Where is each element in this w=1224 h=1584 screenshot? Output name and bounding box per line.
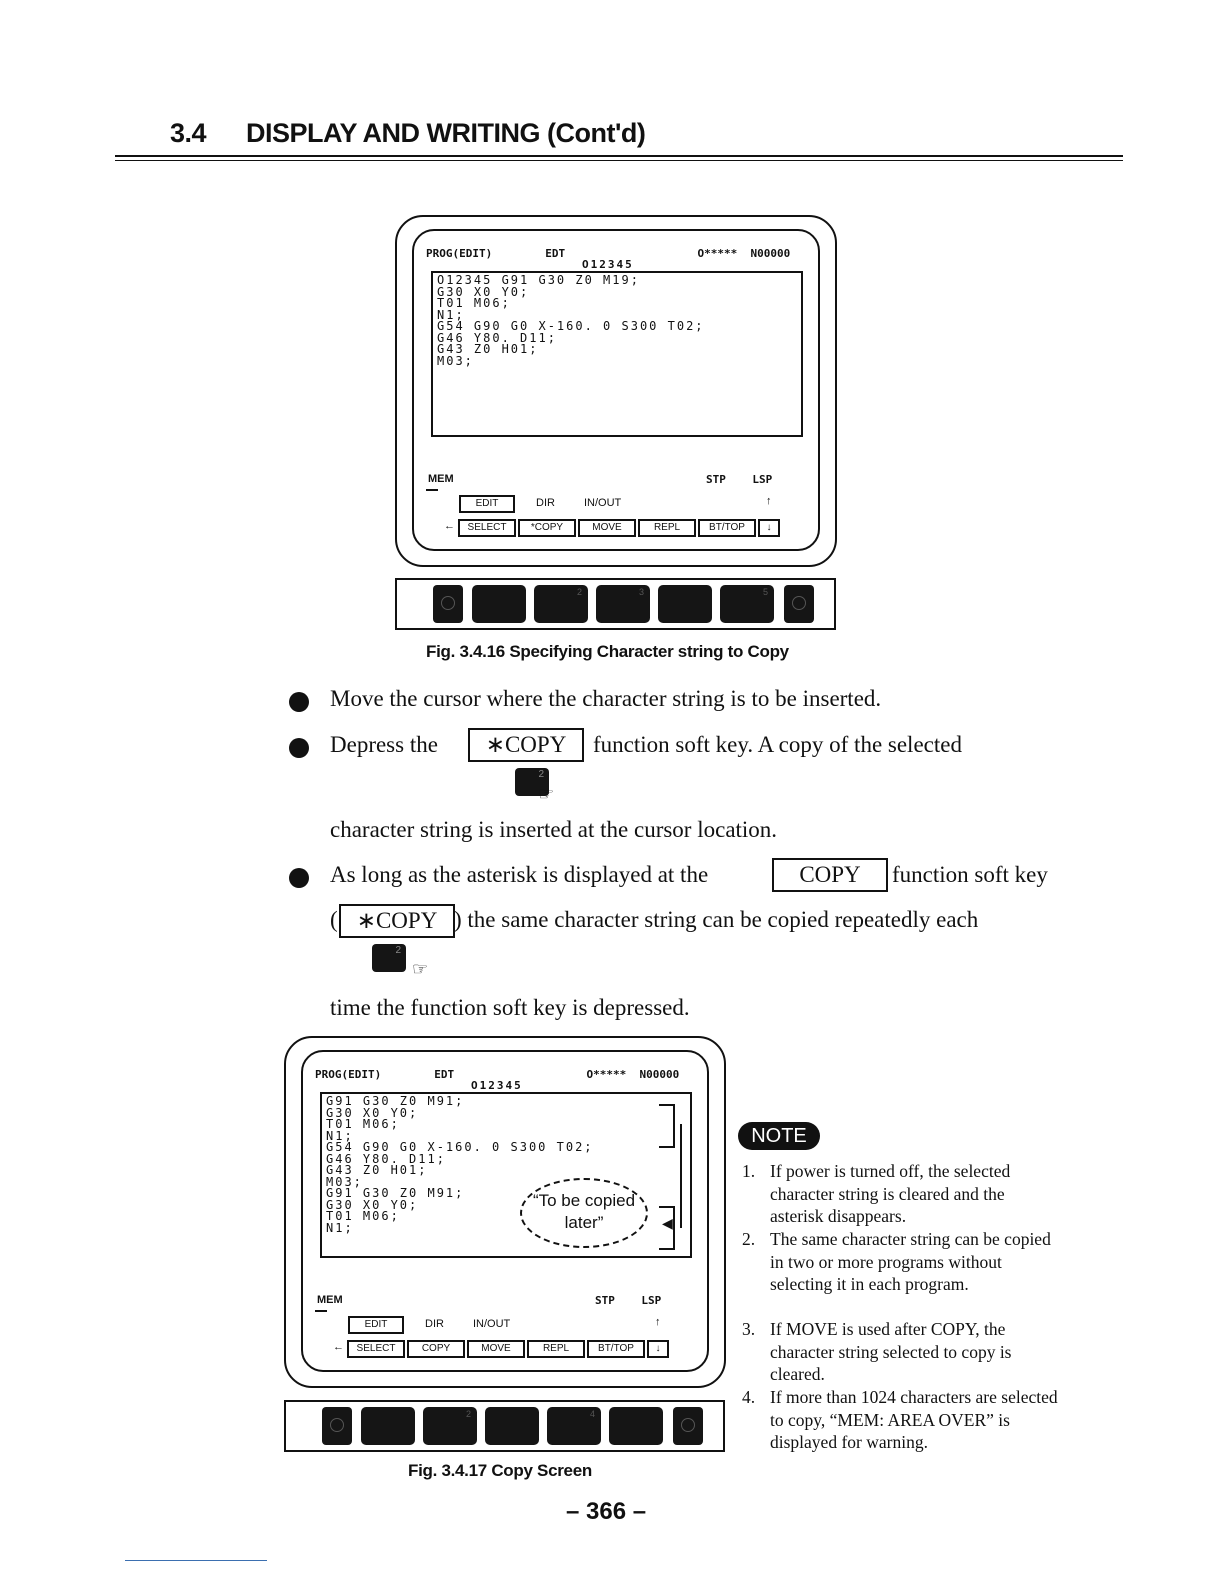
callout-cloud — [520, 1178, 648, 1248]
note-text: The same character string can be copied in two or more programs without selecting it in each program. — [770, 1229, 1051, 1294]
note-item — [742, 1160, 1062, 1228]
cursor-mark — [315, 1310, 327, 1312]
softkey-repl[interactable]: REPL — [638, 519, 696, 537]
program-line: G43 Z0 H01; — [326, 1163, 428, 1177]
note-text: If more than 1024 characters are selected to copy, “MEM: AREA OVER” is displayed for warning. — [770, 1387, 1058, 1452]
program-line: N1; — [326, 1220, 354, 1235]
up-arrow-icon: ↑ — [655, 1316, 661, 1328]
program-line: G91 G30 Z0 M91; — [326, 1094, 465, 1108]
note-item — [742, 1228, 1062, 1296]
menu-in-out[interactable]: IN/OUT — [584, 497, 622, 509]
up-arrow-icon: ↑ — [766, 495, 772, 507]
program-listing — [431, 271, 803, 437]
menu-in-out[interactable]: IN/OUT — [473, 1318, 511, 1330]
section-heading — [170, 118, 645, 149]
function-key-5[interactable]: 5 — [720, 585, 774, 623]
note-text: If power is turned off, the selected character string is cleared and the asterisk disappears. — [770, 1161, 1011, 1226]
note-index: 1. — [742, 1161, 756, 1181]
soft-key-panel — [284, 1400, 725, 1452]
next-key[interactable] — [673, 1407, 703, 1445]
step-6-marker — [289, 738, 309, 758]
header-rule — [115, 160, 1123, 161]
program-line: O12345 G91 G30 Z0 M19; — [437, 273, 640, 287]
step-7-before: As long as the asterisk is displayed at the — [330, 862, 709, 887]
program-line: T01 M06; — [437, 296, 511, 310]
section-number: 3.4 — [170, 118, 207, 148]
program-line: M03; — [437, 353, 474, 368]
figure-caption: Fig. 3.4.16 Specifying Character string to Copy — [426, 642, 789, 661]
softkey-repl[interactable]: REPL — [527, 1340, 585, 1358]
note-index: 3. — [742, 1319, 756, 1339]
step-6-after: function soft key. A copy of the selected — [593, 732, 962, 757]
function-key-4[interactable] — [658, 585, 712, 623]
star-copy-softkey-label: ∗COPY — [339, 904, 455, 938]
softkey-copy[interactable]: *COPY — [518, 519, 576, 537]
crt-monitor — [395, 215, 837, 567]
program-line: T01 M06; — [326, 1209, 400, 1223]
function-key-4[interactable]: 4 — [547, 1407, 601, 1445]
program-line: G30 X0 Y0; — [326, 1197, 419, 1212]
softkey-bt-top[interactable]: BT/TOP — [698, 519, 756, 537]
step-6-before: Depress the — [330, 732, 438, 757]
next-key[interactable] — [784, 585, 814, 623]
note-item — [742, 1386, 1062, 1454]
step-5-text: Move the cursor where the character string is to be inserted. — [330, 686, 882, 711]
screen-title: PROG(EDIT) EDT O***** N00000 — [426, 247, 791, 260]
arrow-icon: ◀ — [662, 1217, 673, 1232]
mode-indicator: MEM — [428, 473, 454, 485]
function-key-2[interactable]: 2 — [423, 1407, 477, 1445]
callout-text: “To be copied later” — [532, 1191, 636, 1232]
program-line: T01 M06; — [326, 1117, 400, 1131]
program-listing — [320, 1092, 692, 1258]
step-6-continued: character string is inserted at the cursor location. — [330, 817, 778, 842]
softkey-select[interactable]: SELECT — [458, 519, 516, 537]
function-key-5[interactable] — [609, 1407, 663, 1445]
softkey-select[interactable]: SELECT — [347, 1340, 405, 1358]
return-key[interactable] — [322, 1407, 352, 1445]
open-paren: ( — [330, 907, 338, 932]
step-5-marker — [289, 692, 309, 712]
status-indicator: STP LSP — [706, 473, 773, 486]
softkey-bt-top[interactable]: BT/TOP — [587, 1340, 645, 1358]
crt-monitor — [284, 1036, 726, 1388]
note-index: 4. — [742, 1387, 756, 1407]
function-key-1[interactable] — [472, 585, 526, 623]
program-line: N1; — [437, 307, 465, 322]
program-line: G54 G90 G0 X-160. 0 S300 T02; — [437, 319, 705, 333]
softkey-edit[interactable]: EDIT — [459, 495, 515, 513]
step-7-marker — [289, 868, 309, 888]
copy-softkey-label: COPY — [772, 858, 888, 892]
softkey-move[interactable]: MOVE — [578, 519, 636, 537]
note-item — [742, 1318, 1062, 1386]
status-indicator: STP LSP — [595, 1294, 662, 1307]
program-line: M03; — [326, 1174, 363, 1189]
note-index: 2. — [742, 1229, 756, 1249]
softkey-down-arrow[interactable]: ↓ — [758, 519, 780, 537]
program-line: G46 Y80. D11; — [326, 1151, 446, 1166]
program-line: G30 X0 Y0; — [326, 1105, 419, 1120]
copy-softkey-label: ∗COPY — [468, 728, 584, 762]
header-rule — [115, 155, 1123, 157]
program-line: G43 Z0 H01; — [437, 342, 539, 356]
program-line: G30 X0 Y0; — [437, 284, 530, 299]
soft-key-panel — [395, 578, 836, 630]
figure-caption: Fig. 3.4.17 Copy Screen — [408, 1461, 592, 1480]
softkey-copy[interactable]: COPY — [407, 1340, 465, 1358]
program-number: O12345 — [471, 1079, 523, 1092]
function-key-1[interactable] — [361, 1407, 415, 1445]
left-arrow-icon: ← — [333, 1341, 344, 1353]
footer-rule — [125, 1560, 267, 1561]
left-arrow-icon: ← — [444, 520, 455, 532]
hand-pointer-icon: ☞ — [412, 959, 429, 979]
screen-title: PROG(EDIT) EDT O***** N00000 — [315, 1068, 680, 1081]
menu-dir[interactable]: DIR — [425, 1318, 444, 1330]
menu-dir[interactable]: DIR — [536, 497, 555, 509]
hand-pointer-icon: ☞ — [538, 784, 555, 804]
step-7-after2: ) the same character string can be copied repeatedly each — [454, 907, 979, 932]
program-line: G46 Y80. D11; — [437, 330, 557, 345]
selection-bracket — [659, 1104, 675, 1148]
crt-screen — [301, 1050, 709, 1372]
step-7-continued: time the function soft key is depressed. — [330, 995, 690, 1020]
step-7-after: function soft key — [892, 862, 1048, 887]
connector-line — [680, 1124, 682, 1228]
soft-key-2-icon: 2 — [372, 944, 406, 972]
program-line: G91 G30 Z0 M91; — [326, 1186, 465, 1200]
program-line: G54 G90 G0 X-160. 0 S300 T02; — [326, 1140, 594, 1154]
return-key[interactable] — [433, 585, 463, 623]
program-number: O12345 — [582, 258, 634, 271]
cursor-mark — [426, 489, 438, 491]
softkey-edit[interactable]: EDIT — [348, 1316, 404, 1334]
mode-indicator: MEM — [317, 1294, 343, 1306]
note-text: If MOVE is used after COPY, the character string selected to copy is cleared. — [770, 1319, 1012, 1384]
function-key-2[interactable]: 2 — [534, 585, 588, 623]
note-badge: NOTE — [738, 1122, 820, 1150]
soft-key-2-icon: 2 — [515, 768, 549, 796]
softkey-down-arrow[interactable]: ↓ — [647, 1340, 669, 1358]
crt-screen — [412, 229, 820, 551]
function-key-3[interactable] — [485, 1407, 539, 1445]
section-title: DISPLAY AND WRITING (Cont'd) — [246, 118, 646, 148]
function-key-3[interactable]: 3 — [596, 585, 650, 623]
page-number: – 366 – — [566, 1498, 647, 1525]
softkey-move[interactable]: MOVE — [467, 1340, 525, 1358]
program-line: N1; — [326, 1128, 354, 1143]
